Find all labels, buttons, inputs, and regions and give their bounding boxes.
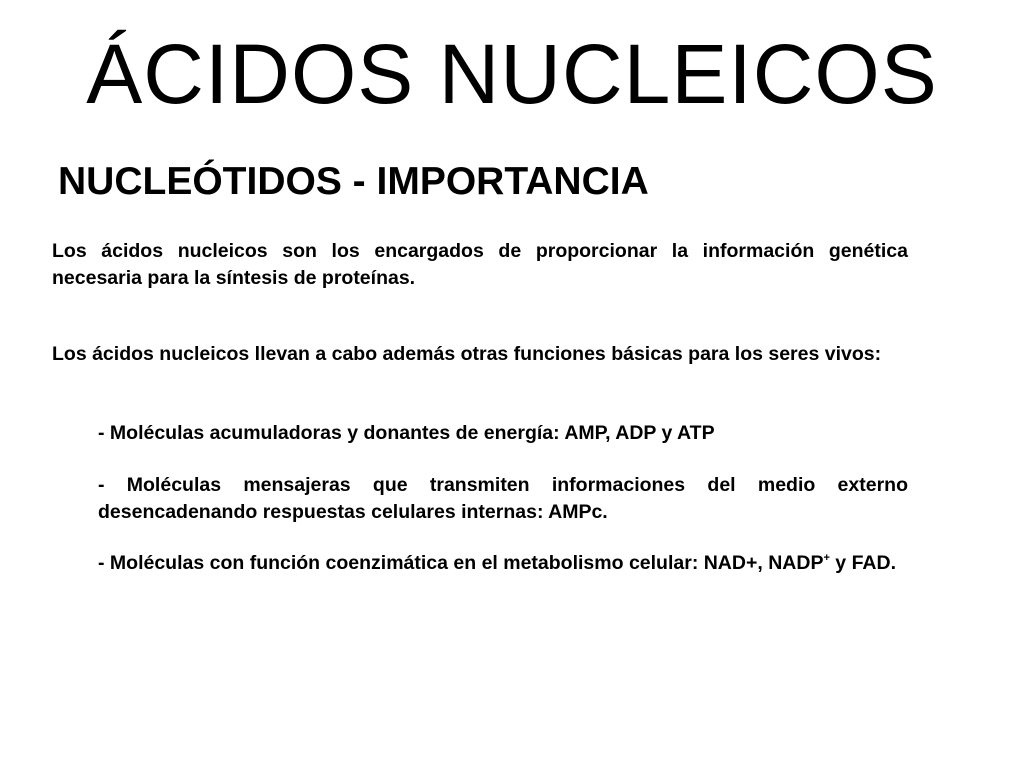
list-item-messengers: - Moléculas mensajeras que transmiten informaciones del medio externo desencadenando respuestas celulares internas: AMPc. (98, 474, 908, 523)
superscript-plus: + (823, 552, 830, 564)
slide-title: ÁCIDOS NUCLEICOS (86, 27, 938, 121)
paragraph-functions: Los ácidos nucleicos llevan a cabo además otras funciones básicas para los seres vivos: (52, 343, 882, 365)
slide-subtitle: NUCLEÓTIDOS - IMPORTANCIA (58, 160, 649, 203)
paragraph-importance: Los ácidos nucleicos son los encargados de proporcionar la información genética necesaria para la síntesis de proteínas. (52, 240, 908, 289)
list-item-coenzymes (98, 550, 908, 577)
list-item-coenzymes-tail: y FAD. (829, 552, 896, 574)
list-item-energy: - Moléculas acumuladoras y donantes de energía: AMP, ADP y ATP (98, 422, 715, 444)
list-item-coenzymes-text: - Moléculas con función coenzimática en el metabolismo celular: NAD+, NADP (98, 552, 824, 574)
